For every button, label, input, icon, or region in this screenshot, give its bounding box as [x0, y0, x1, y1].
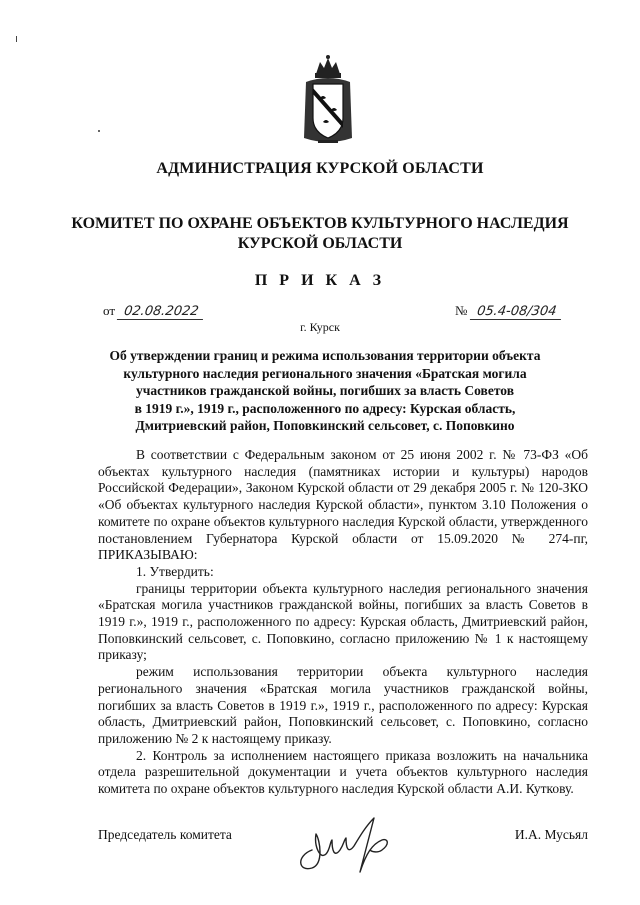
scan-dot: [98, 130, 100, 132]
signer-title: Председатель комитета: [98, 827, 232, 842]
date-value: 02.08.2022: [117, 304, 206, 320]
date-prefix: от: [103, 303, 116, 318]
scan-mark: [16, 36, 17, 42]
document-type: П Р И К А З: [254, 272, 386, 289]
crest-icon: [296, 52, 360, 148]
subject-line: в 1919 г.», 1919 г., расположенного по адресу: Курская область,: [134, 400, 516, 416]
handwritten-signature: [290, 810, 400, 880]
administration-title: АДМИНИСТРАЦИЯ КУРСКОЙ ОБЛАСТИ: [156, 160, 484, 177]
number-prefix: №: [455, 303, 468, 318]
date-field: [103, 303, 205, 320]
item-1b-paragraph: режим использования территории объекта культурного наследия регионального значения «Братская могила участников гражданской войны, погибших за власть Советов в 1919 г.», 1919 г., расположенного по адресу: Курская область, Дмитриевский район, Поповкинский сельсовет, с. Поповкино, согласно приложению № 2 к настоящему приказу.: [98, 664, 588, 746]
item-2-paragraph: 2. Контроль за исполнением настоящего приказа возложить на начальника отдела разрешительной документации и учета объектов культурного наследия комитета по охране объектов культурного наследия Курской области А.И. Куткову.: [98, 747, 588, 797]
subject-line: культурного наследия регионального значения «Братская могила: [123, 365, 527, 381]
preamble-paragraph: В соответствии с Федеральным законом от 25 июня 2002 г. № 73-ФЗ «Об объектах культурного наследия (памятниках истории и культуры) народов Российской Федерации», Законом Курской области от 29 декабря 2005 г. № 120-ЗКО «Об объектах культурного наследия Курской области», пунктом 3.10 Положения о комитете по охране объектов культурного наследия Курской области, утвержденного постановлением Губернатора Курской области от 15.09.2020 № 274-пг, ПРИКАЗЫВАЮ:: [98, 447, 588, 563]
number-field: [455, 303, 562, 320]
signer-name: И.А. Мусьял: [514, 827, 588, 842]
subject-line: Дмитриевский район, Поповкинский сельсовет, с. Поповкино: [135, 418, 515, 433]
city: г. Курск: [300, 320, 340, 334]
subject-line: Об утверждении границ и режима использования территории объекта: [109, 348, 541, 363]
order-subject: [90, 347, 560, 435]
subject-line: участников гражданской войны, погибших за власть Советов: [135, 383, 514, 398]
number-value: 05.4-08/304: [470, 304, 564, 320]
committee-title-line2: КУРСКОЙ ОБЛАСТИ: [237, 235, 403, 252]
committee-title-line1: КОМИТЕТ ПО ОХРАНЕ ОБЪЕКТОВ КУЛЬТУРНОГО НАСЛЕДИЯ: [71, 215, 569, 232]
item-1-heading: 1. Утвердить:: [136, 563, 214, 579]
item-1a-paragraph: границы территории объекта культурного наследия регионального значения «Братская могила участников гражданской войны, погибших за власть Советов в 1919 г.», 1919 г., расположенного по адресу: Курская область, Дмитриевский район, Поповкинский сельсовет, с. Поповкино, согласно приложению № 1 к настоящему приказу;: [98, 580, 588, 663]
order-body: [98, 447, 588, 798]
committee-title: [0, 214, 640, 254]
